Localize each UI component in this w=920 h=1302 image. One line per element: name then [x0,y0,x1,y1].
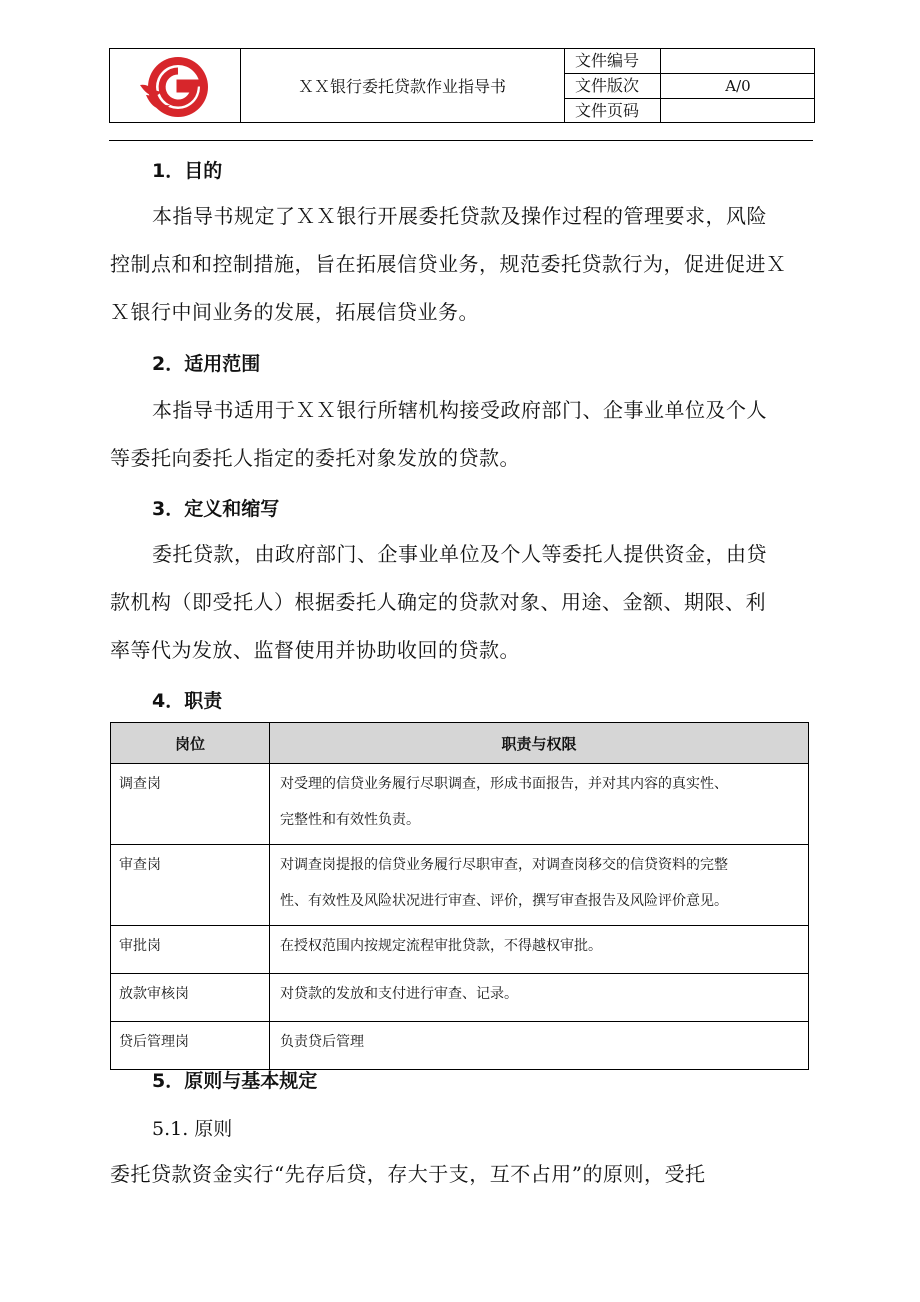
document-meta [565,49,814,122]
bank-logo-icon [110,49,240,122]
paragraph-line: 本指导书适用于ＸＸ银行所辖机构接受政府部门、企事业单位及个人 [152,398,767,422]
cell-post: 审批岗 [111,926,270,974]
paragraph-line: 本指导书规定了ＸＸ银行开展委托贷款及操作过程的管理要求，风险 [152,204,767,228]
paragraph-line: 委托贷款资金实行“先存后贷，存大于支，互不占用”的原则，受托 [110,1162,706,1186]
paragraph-line: Ｘ银行中间业务的发展，拓展信贷业务。 [110,300,479,324]
cell-duty: 对调查岗提报的信贷业务履行尽职审查，对调查岗移交的信贷资料的完整 性、有效性及风险状况进行审查、评价，撰写审查报告及风险评价意见。 [270,845,809,926]
paragraph-line: 率等代为发放、监督使用并协助收回的贷款。 [110,638,520,662]
cell-duty: 在授权范围内按规定流程审批贷款，不得越权审批。 [270,926,809,974]
meta-row-number [565,49,814,74]
meta-label: 文件编号 [565,49,661,73]
meta-row-version [565,74,814,99]
logo-cell [110,49,241,122]
header-divider [109,140,813,141]
cell-post: 贷后管理岗 [111,1022,270,1070]
table-row [111,764,809,845]
column-header-duty: 职责与权限 [270,723,809,764]
sub-heading: 5.1. 原则 [152,1118,233,1140]
section-paragraph [110,386,816,482]
document-title: ＸＸ银行委托贷款作业指导书 [240,49,565,122]
cell-post: 放款审核岗 [111,974,270,1022]
cell-post: 调查岗 [111,764,270,845]
document-header [109,48,815,123]
section-heading: 1．目的 [152,160,223,182]
duty-table [110,722,809,1070]
section-paragraph [110,530,816,674]
cell-duty: 对贷款的发放和支付进行审查、记录。 [270,974,809,1022]
meta-row-page [565,99,814,123]
cell-duty: 负责贷后管理 [270,1022,809,1070]
paragraph-line: 控制点和和控制措施，旨在拓展信贷业务，规范委托贷款行为，促进促进Ｘ [110,252,787,276]
table-row [111,845,809,926]
meta-value [662,99,814,123]
meta-label: 文件页码 [565,99,661,123]
table-row [111,926,809,974]
section-heading: 2．适用范围 [152,353,261,375]
table-header-row [111,723,809,764]
section-paragraph [110,192,816,336]
meta-value: A/0 [725,77,751,95]
section-paragraph [110,1150,816,1198]
section-heading: 5．原则与基本规定 [152,1070,318,1092]
paragraph-line: 委托贷款，由政府部门、企事业单位及个人等委托人提供资金，由贷 [152,542,767,566]
paragraph-line: 等委托向委托人指定的委托对象发放的贷款。 [110,446,520,470]
section-heading: 3．定义和缩写 [152,498,280,520]
paragraph-line: 款机构（即受托人）根据委托人确定的贷款对象、用途、金额、期限、利 [110,590,766,614]
cell-duty: 对受理的信贷业务履行尽职调查，形成书面报告，并对其内容的真实性、 完整性和有效性负责。 [270,764,809,845]
table-row [111,974,809,1022]
cell-post: 审查岗 [111,845,270,926]
table-row [111,1022,809,1070]
column-header-post: 岗位 [111,723,270,764]
meta-value [662,49,814,73]
meta-label: 文件版次 [565,74,661,98]
section-heading: 4．职责 [152,690,223,712]
